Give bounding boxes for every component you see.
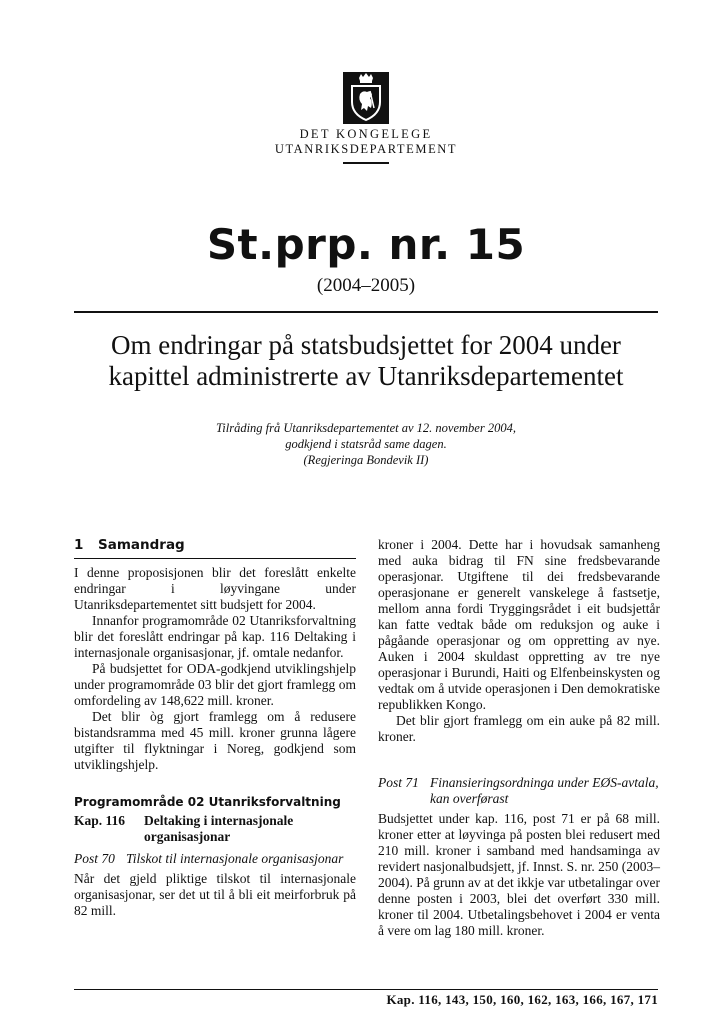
summary-paragraph-4: Det blir òg gjort framlegg om å redusere bistandsramma med 45 mill. kroner grunna lågere utgifter til flyktningar i Noreg, godkjend som utviklingshjelp. xyxy=(74,709,356,772)
proposal-paragraph: Det blir gjort framlegg om ein auke på 82 mill. kroner. xyxy=(378,713,660,744)
summary-paragraph-1: I denne proposisjonen blir det foreslått enkelte endringar i løyvingane under Utanriksdepartementet sitt budsjett for 2004. xyxy=(74,565,356,612)
post71-heading xyxy=(378,775,660,807)
title-divider xyxy=(74,311,658,313)
document-title: St.prp. nr. 15 xyxy=(206,220,526,269)
footer-chapter-list: Kap. 116, 143, 150, 160, 162, 163, 166, 167, 171 xyxy=(386,992,658,1007)
summary-paragraph-2: Innanfor programområde 02 Utanriksforvaltning blir det foreslått endringar på kap. 116 Deltaking i internasjonale organisasjonar, jf. omtale nedanfor. xyxy=(74,613,356,660)
post70-paragraph: Når det gjeld pliktige tilskot til internasjonale organisasjonar, ser det ut til å bli eit meirforbruk på 82 mill. xyxy=(74,871,356,918)
department-underline xyxy=(343,162,389,164)
post71-title: Finansieringsordninga under EØS-avtala, kan overførast xyxy=(430,775,659,806)
document-years: (2004–2005) xyxy=(316,275,416,296)
post70-title: Tilskot til internasjonale organisasjonar xyxy=(126,851,344,866)
post71-paragraph: Budsjettet under kap. 116, post 71 er på 68 mill. kroner etter at løyvinga på posten blei redusert med 210 mill. kroner i samband med handsaminga av revidert nasjonalbudsjett, jf. Innst. S. nr. 250 (2003–2004). På grunn av at det ikkje var utbetalingar over denne posten i 2003, blei det overført 330 mill. kroner til 2004. Utbetalingsbehovet i 2004 er venta å vere om lag 180 mill. kroner. xyxy=(378,811,660,938)
right-column xyxy=(378,537,660,939)
royal-coat-of-arms-icon xyxy=(343,72,389,124)
kap-title: Deltaking i internasjonale organisasjonar xyxy=(144,813,294,844)
kap-heading xyxy=(74,813,356,845)
footer-divider xyxy=(74,989,658,990)
summary-paragraph-3: På budsjettet for ODA-godkjend utviklingshjelp under programområde 03 blir det gjort framlegg om omfordeling av 148,622 mill. kroner. xyxy=(74,661,356,708)
program-area-heading: Programområde 02 Utanriksforvaltning xyxy=(74,795,341,809)
approval-line2: godkjend i statsråd same dagen. xyxy=(285,437,447,451)
document-subject: Om endringar på statsbudsjettet for 2004 under kapittel administrerte av Utanriksdepartementet xyxy=(108,330,624,391)
approval-line3: (Regjeringa Bondevik II) xyxy=(303,453,429,467)
department-name-line1: DET KONGELEGE xyxy=(299,127,433,141)
section-title: Samandrag xyxy=(98,537,185,553)
section-heading xyxy=(74,537,356,559)
approval-line1: Tilråding frå Utanriksdepartementet av 12. november 2004, xyxy=(216,421,516,435)
department-name-line2: UTANRIKSDEPARTEMENT xyxy=(274,142,458,156)
continuation-paragraph: kroner i 2004. Dette har i hovudsak samanheng med auka bidrag til FN sine fredsbevarande operasjonar. Utgiftene til dei fredsbevarande operasjonane er generelt vanskelege å fastsetje, mellom anna fordi Tryggingsrådet i eit budsjettår kan fatte vedtak både om reduksjon og auke i pågåande operasjonar og om oppretting av nye. Auken i 2004 skuldast oppretting av tre nye operasjonar i Burundi, Haiti og Elfenbeinskysten og vedtak om å utvide operasjonen i Den demokratiske republikken Kongo. xyxy=(378,537,660,712)
post71-label: Post 71 xyxy=(378,775,419,790)
section-number: 1 xyxy=(74,537,84,553)
kap-label: Kap. 116 xyxy=(74,813,126,828)
approval-note xyxy=(74,420,658,468)
left-column xyxy=(74,537,356,919)
post70-heading xyxy=(74,851,356,867)
post70-label: Post 70 xyxy=(74,851,115,866)
